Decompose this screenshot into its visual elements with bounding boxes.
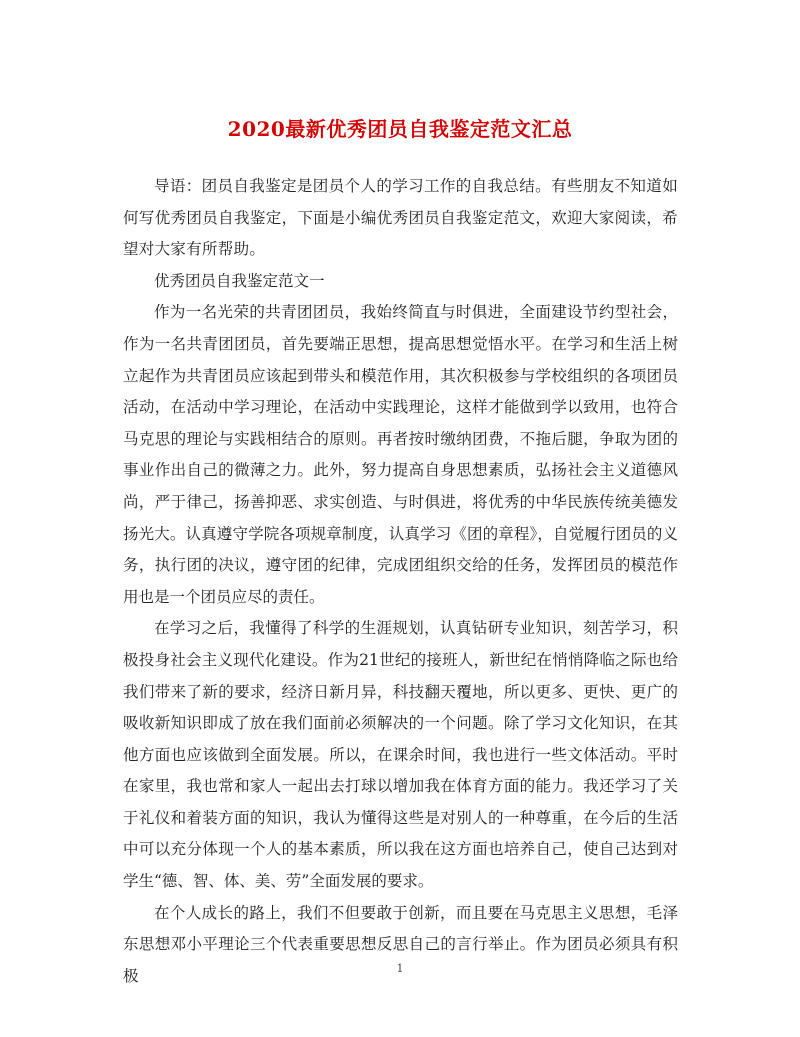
intro-paragraph: 导语：团员自我鉴定是团员个人的学习工作的自我总结。有些朋友不知道如何写优秀团员自我鉴定，下面是小编优秀团员自我鉴定范文，欢迎大家阅读，希望对大家有所帮助。 xyxy=(123,177,678,259)
body-paragraph: 作为一名光荣的共青团团员，我始终简直与时俱进，全面建设节约型社会，作为一名共青团团员，首先要端正思想，提高思想觉悟水平。在学习和生活上树立起作为共青团员应该起到带头和模范作用，其次积极参与学校组织的各项团员活动，在活动中学习理论，在活动中实践理论，这样才能做到学以致用，也符合马克思的理论与实践相结合的原则。再者按时缴纳团费，不拖后腿，争取为团的事业作出自己的微薄之力。此外，努力提高自身思想素质，弘扬社会主义道德风尚，严于律己，扬善抑恶、求实创造、与时俱进，将优秀的中华民族传统美德发扬光大。认真遵守学院各项规章制度，认真学习《团的章程》，自觉履行团员的义务，执行团的决议，遵守团的纪律，完成团组织交给的任务，发挥团员的模范作用也是一个团员应尽的责任。 xyxy=(123,303,678,606)
section-heading: 优秀团员自我鉴定范文一 xyxy=(154,271,325,290)
document-body xyxy=(123,171,678,992)
document-title: 2020最新优秀团员自我鉴定范文汇总 xyxy=(227,117,573,141)
body-paragraph: 在学习之后，我懂得了科学的生涯规划，认真钻研专业知识，刻苦学习，积极投身社会主义现代化建设。作为21世纪的接班人，新世纪在悄悄降临之际也给我们带来了新的要求，经济日新月异，科技翻天覆地，所以更多、更快、更广的吸收新知识即成了放在我们面前必须解决的一个问题。除了学习文化知识，在其他方面也应该做到全面发展。所以，在课余时间，我也进行一些文体活动。平时在家里，我也常和家人一起出去打球以增加我在体育方面的能力。我还学习了关于礼仪和着装方面的知识，我认为懂得这些是对别人的一种尊重，在今后的生活中可以充分体现一个人的基本素质，所以我在这方面也培养自己，使自己达到对学生“德、智、体、美、劳”全面发展的要求。 xyxy=(123,619,678,891)
body-paragraph: 在个人成长的路上，我们不但要敢于创新，而且要在马克思主义思想，毛泽东思想邓小平理论三个代表重要思想反思自己的言行举止。作为团员必须具有积极 xyxy=(123,903,678,985)
page-number: 1 xyxy=(396,962,404,975)
